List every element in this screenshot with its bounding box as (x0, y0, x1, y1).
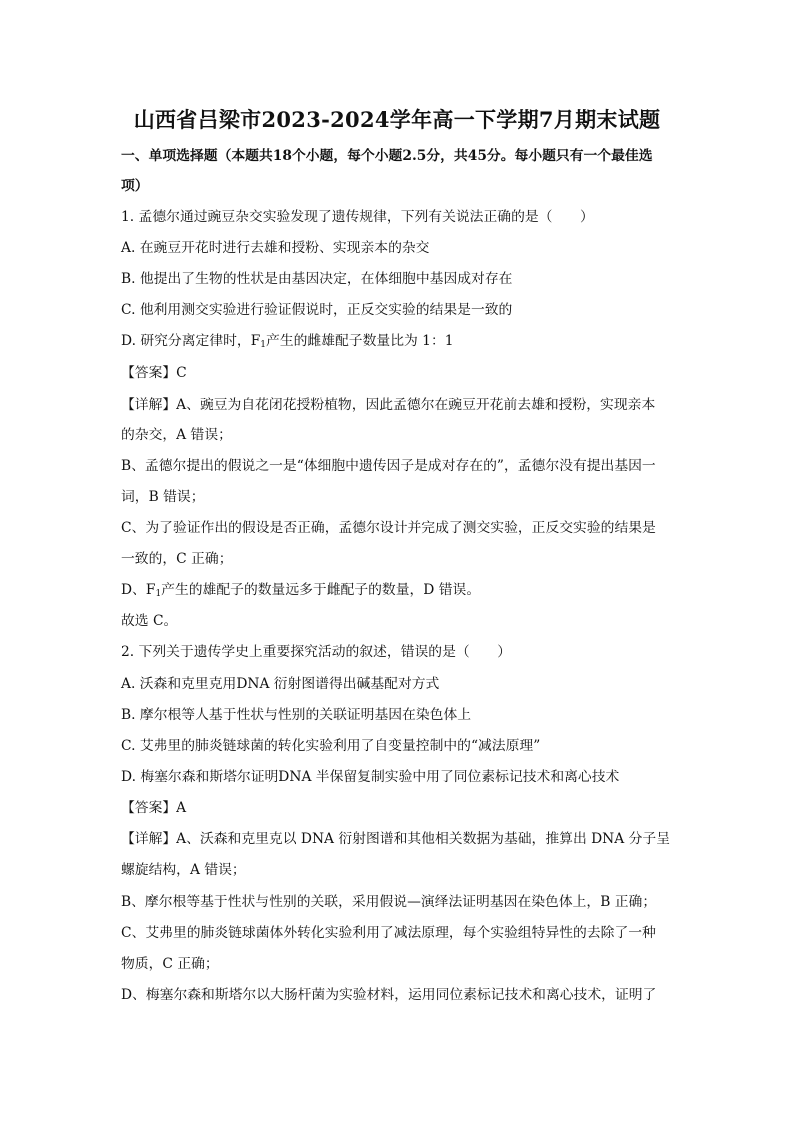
explanation-prefix: D、F (121, 582, 156, 598)
question-2-explanation-line-1: 【详解】A、沃森和克里克以 DNA 衍射图谱和其他相关数据为基础，推算出 DNA 分子呈 (121, 831, 670, 847)
question-1-conclusion: 故选 C。 (121, 613, 178, 629)
question-1-option-a: A. 在豌豆开花时进行去雄和授粉、实现亲本的杂交 (121, 240, 430, 256)
question-1-option-b: B. 他提出了生物的性状是由基因决定，在体细胞中基因成对存在 (121, 271, 513, 287)
question-2-explanation-line-3: B、摩尔根等基于性状与性别的关联，采用假说—演绎法证明基因在染色体上，B 正确； (121, 894, 657, 910)
question-2-option-b: B. 摩尔根等人基于性状与性别的关联证明基因在染色体上 (121, 707, 472, 723)
question-1-explanation-line-2: 的杂交，A 错误； (121, 427, 232, 443)
question-2-explanation-line-5: 物质，C 正确； (121, 956, 219, 972)
question-2-explanation-line-2: 螺旋结构，A 错误； (121, 862, 246, 878)
question-1-stem: 1. 孟德尔通过豌豆杂交实验发现了遗传规律，下列有关说法正确的是（ ） (121, 209, 594, 225)
question-2-explanation-line-6: D、梅塞尔森和斯塔尔以大肠杆菌为实验材料，运用同位素标记技术和离心技术，证明了 (121, 987, 657, 1003)
subscript: 1 (155, 589, 162, 599)
question-1-option-c: C. 他利用测交实验进行验证假说时，正反交实验的结果是一致的 (121, 302, 513, 318)
question-2-option-a: A. 沃森和克里克用DNA 衍射图谱得出碱基配对方式 (121, 676, 440, 692)
option-d-suffix: 产生的雌雄配子数量比为 1：1 (266, 333, 454, 349)
question-1-explanation-line-5: C、为了验证作出的假设是否正确，孟德尔设计并完成了测交实验，正反交实验的结果是 (121, 520, 656, 536)
question-2-stem: 2. 下列关于遗传学史上重要探究活动的叙述，错误的是（ ） (121, 644, 512, 660)
option-d-prefix: D. 研究分离定律时，F (121, 333, 261, 349)
question-1-explanation-line-6: 一致的，C 正确； (121, 551, 233, 567)
question-1-explanation-line-1: 【详解】A、豌豆为自花闭花授粉植物，因此孟德尔在豌豆开花前去雄和授粉，实现亲本 (121, 397, 656, 413)
question-2-option-c: C. 艾弗里的肺炎链球菌的转化实验利用了自变量控制中的“减法原理” (121, 738, 541, 754)
question-1-explanation-line-4: 词，B 错误； (121, 489, 205, 505)
question-2-answer: 【答案】A (121, 800, 187, 816)
question-1-explanation-line-3: B、孟德尔提出的假说之一是“体细胞中遗传因子是成对存在的”，孟德尔没有提出基因一 (121, 458, 656, 474)
question-2-option-d: D. 梅塞尔森和斯塔尔证明DNA 半保留复制实验中用了同位素标记技术和离心技术 (121, 769, 620, 785)
section-heading-line-2: 项） (121, 178, 149, 194)
explanation-suffix: 产生的雄配子的数量远多于雌配子的数量，D 错误。 (161, 582, 481, 598)
subscript: 1 (260, 340, 267, 350)
question-2-explanation-line-4: C、艾弗里的肺炎链球菌体外转化实验利用了减法原理，每个实验组特异性的去除了一种 (121, 925, 656, 941)
question-1-explanation-line-7 (121, 580, 681, 604)
question-1-option-d (121, 331, 681, 355)
section-heading-line-1: 一、单项选择题（本题共18个小题，每个小题2.5分，共45分。每小题只有一个最佳选 (121, 148, 653, 164)
page-title: 山西省吕梁市2023-2024学年高一下学期7月期末试题 (133, 107, 661, 132)
question-1-answer: 【答案】C (121, 365, 187, 381)
